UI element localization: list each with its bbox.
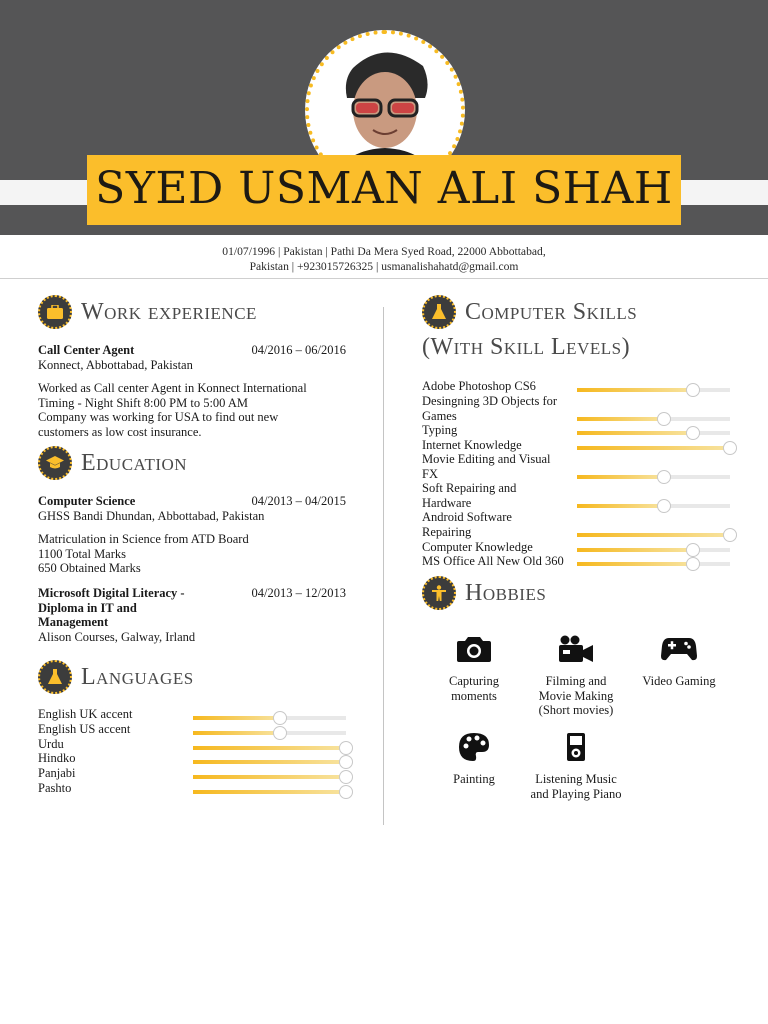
person-icon xyxy=(422,576,456,610)
contact-info xyxy=(0,244,768,274)
computer-skill-item xyxy=(422,510,574,539)
skill-level-bar xyxy=(577,431,730,435)
hobby-item xyxy=(526,732,626,801)
computer-skill-item xyxy=(422,540,574,555)
degree-title: Computer Science xyxy=(38,494,136,508)
hobby-label-line: Video Gaming xyxy=(642,674,716,688)
language-item xyxy=(38,707,188,722)
language-item xyxy=(38,737,188,752)
skill-label: Panjabi xyxy=(38,766,76,780)
skill-level-bar xyxy=(193,760,346,764)
graduation-cap-icon xyxy=(38,446,72,480)
skill-level-fill xyxy=(577,431,693,435)
section-title: Languages xyxy=(81,663,194,690)
degree-title: Diploma in IT and xyxy=(38,600,137,615)
skill-level-fill xyxy=(577,417,664,421)
education-entry xyxy=(38,494,346,576)
job-desc-line: Worked as Call center Agent in Konnect International xyxy=(38,381,307,395)
name-banner xyxy=(87,155,681,225)
skill-level-bar xyxy=(577,548,730,552)
section-title: Work experience xyxy=(81,298,257,325)
flask-icon xyxy=(422,295,456,329)
skill-level-fill xyxy=(577,446,730,450)
hobbies-heading xyxy=(422,576,546,610)
hobby-item xyxy=(526,634,626,718)
skill-label: Urdu xyxy=(38,737,64,751)
computer-skill-item xyxy=(422,379,574,394)
skill-level-bar xyxy=(577,504,730,508)
job-desc-line: customers as low cost insurance. xyxy=(38,424,202,439)
section-title: Hobbies xyxy=(465,579,547,606)
skill-level-knob xyxy=(657,499,671,513)
language-item xyxy=(38,722,188,737)
hobby-label-line: Movie Making xyxy=(538,688,614,703)
music-player-icon xyxy=(566,732,586,762)
hobby-label-line: and Playing Piano xyxy=(530,786,622,801)
skill-level-knob xyxy=(723,441,737,455)
degree-title: Management xyxy=(38,615,109,629)
job-desc-line: Company was working for USA to find out new xyxy=(38,410,279,424)
skill-level-knob xyxy=(686,383,700,397)
skill-level-knob xyxy=(273,711,287,725)
skill-label: Hardware xyxy=(422,495,472,510)
skill-level-bar xyxy=(193,775,346,779)
flask-icon xyxy=(38,660,72,694)
degree-title: Microsoft Digital Literacy - xyxy=(38,586,185,600)
language-item xyxy=(38,751,188,766)
skill-label: Repairing xyxy=(422,524,472,539)
computer-skill-item xyxy=(422,481,574,510)
section-title: Computer Skills xyxy=(465,298,638,325)
skill-label: English US accent xyxy=(38,722,131,736)
skill-level-fill xyxy=(193,746,346,750)
computer-skill-item xyxy=(422,554,574,569)
skill-label: Internet Knowledge xyxy=(422,438,522,452)
section-subtitle: (With Skill Levels) xyxy=(422,334,631,360)
degree-place: Alison Courses, Galway, Irland xyxy=(38,629,196,644)
skill-level-fill xyxy=(577,562,693,566)
hobby-item xyxy=(424,732,524,787)
full-name: SYED USMAN ALI SHAH xyxy=(95,163,673,214)
gamepad-icon xyxy=(661,634,697,664)
section-title: Education xyxy=(81,449,188,476)
contact-line-2: Pakistan | +923015726325 | usmanalishahatd@gmail.com xyxy=(249,260,519,273)
skill-label: Games xyxy=(422,408,457,423)
skill-label: Typing xyxy=(422,423,458,437)
skill-level-knob xyxy=(657,470,671,484)
education-heading xyxy=(38,446,187,480)
contact-divider xyxy=(0,278,768,279)
skill-level-knob xyxy=(273,726,287,740)
hobby-label-line: Filming and xyxy=(545,674,607,688)
profile-photo xyxy=(305,30,465,160)
palette-icon xyxy=(458,732,490,762)
computer-skill-item xyxy=(422,423,574,438)
skill-level-fill xyxy=(577,388,693,392)
skill-label: Pashto xyxy=(38,781,72,795)
hobby-label-line: (Short movies) xyxy=(538,703,614,717)
skill-level-fill xyxy=(577,548,693,552)
skill-level-fill xyxy=(193,716,280,720)
hobby-label-line: Painting xyxy=(453,772,495,786)
skill-level-fill xyxy=(193,790,346,794)
language-item xyxy=(38,781,188,796)
skill-level-bar xyxy=(577,533,730,537)
skill-level-fill xyxy=(577,533,730,537)
skill-level-bar xyxy=(193,731,346,735)
skill-level-fill xyxy=(577,504,664,508)
skill-level-knob xyxy=(339,741,353,755)
job-desc-line: Timing - Night Shift 8:00 PM to 5:00 AM xyxy=(38,395,248,410)
skill-label: Hindko xyxy=(38,751,76,765)
degree-place: GHSS Bandi Dhundan, Abbottabad, Pakistan xyxy=(38,508,265,523)
skill-label: Desingning 3D Objects for xyxy=(422,394,558,408)
degree-dates: 04/2013 – 04/2015 xyxy=(251,494,346,508)
skill-label: Android Software xyxy=(422,510,512,524)
computer-skills-heading xyxy=(422,295,637,329)
skill-label: MS Office All New Old 360 xyxy=(422,554,564,568)
skill-level-knob xyxy=(686,557,700,571)
camera-icon xyxy=(457,634,491,664)
degree-desc-line: 1100 Total Marks xyxy=(38,546,127,561)
skill-level-bar xyxy=(577,417,730,421)
skill-level-bar xyxy=(577,562,730,566)
skill-level-knob xyxy=(657,412,671,426)
skill-label: FX xyxy=(422,466,438,481)
job-place: Konnect, Abbottabad, Pakistan xyxy=(38,357,193,372)
skill-label: English UK accent xyxy=(38,707,133,721)
contact-line-1: 01/07/1996 | Pakistan | Pathi Da Mera Syed Road, 22000 Abbottabad, xyxy=(222,245,546,258)
skill-level-bar xyxy=(577,388,730,392)
hobby-label-line: Listening Music xyxy=(535,772,617,786)
skill-level-fill xyxy=(193,731,280,735)
skill-label: Adobe Photoshop CS6 xyxy=(422,379,536,393)
skill-level-bar xyxy=(577,475,730,479)
computer-skill-item xyxy=(422,452,574,481)
work-experience-heading xyxy=(38,295,257,329)
degree-desc-line: Matriculation in Science from ATD Board xyxy=(38,532,249,546)
education-entry xyxy=(38,586,346,644)
hobby-item xyxy=(424,634,524,703)
skill-label: Computer Knowledge xyxy=(422,540,533,554)
skill-level-fill xyxy=(193,775,346,779)
hobby-item xyxy=(629,634,729,689)
skill-level-bar xyxy=(577,446,730,450)
skill-level-bar xyxy=(193,790,346,794)
skill-level-bar xyxy=(193,746,346,750)
work-entry xyxy=(38,343,346,439)
skill-level-knob xyxy=(686,543,700,557)
skill-level-bar xyxy=(193,716,346,720)
briefcase-icon xyxy=(38,295,72,329)
skill-level-knob xyxy=(686,426,700,440)
skill-level-knob xyxy=(339,770,353,784)
video-camera-icon xyxy=(558,634,594,664)
computer-skill-item xyxy=(422,438,574,453)
skill-label: Movie Editing and Visual xyxy=(422,452,551,466)
hobby-label-line: Capturing xyxy=(449,674,499,688)
column-divider xyxy=(383,307,384,825)
skill-level-fill xyxy=(577,475,664,479)
skill-level-knob xyxy=(723,528,737,542)
skill-label: Soft Repairing and xyxy=(422,481,517,495)
degree-dates: 04/2013 – 12/2013 xyxy=(251,586,346,600)
skill-level-fill xyxy=(193,760,346,764)
skill-level-knob xyxy=(339,755,353,769)
degree-desc-line: 650 Obtained Marks xyxy=(38,561,141,575)
job-dates: 04/2016 – 06/2016 xyxy=(251,343,346,357)
languages-heading xyxy=(38,660,194,694)
skill-level-knob xyxy=(339,785,353,799)
hobby-label-line: moments xyxy=(451,688,497,703)
job-title: Call Center Agent xyxy=(38,343,135,357)
language-item xyxy=(38,766,188,781)
computer-skill-item xyxy=(422,394,574,423)
